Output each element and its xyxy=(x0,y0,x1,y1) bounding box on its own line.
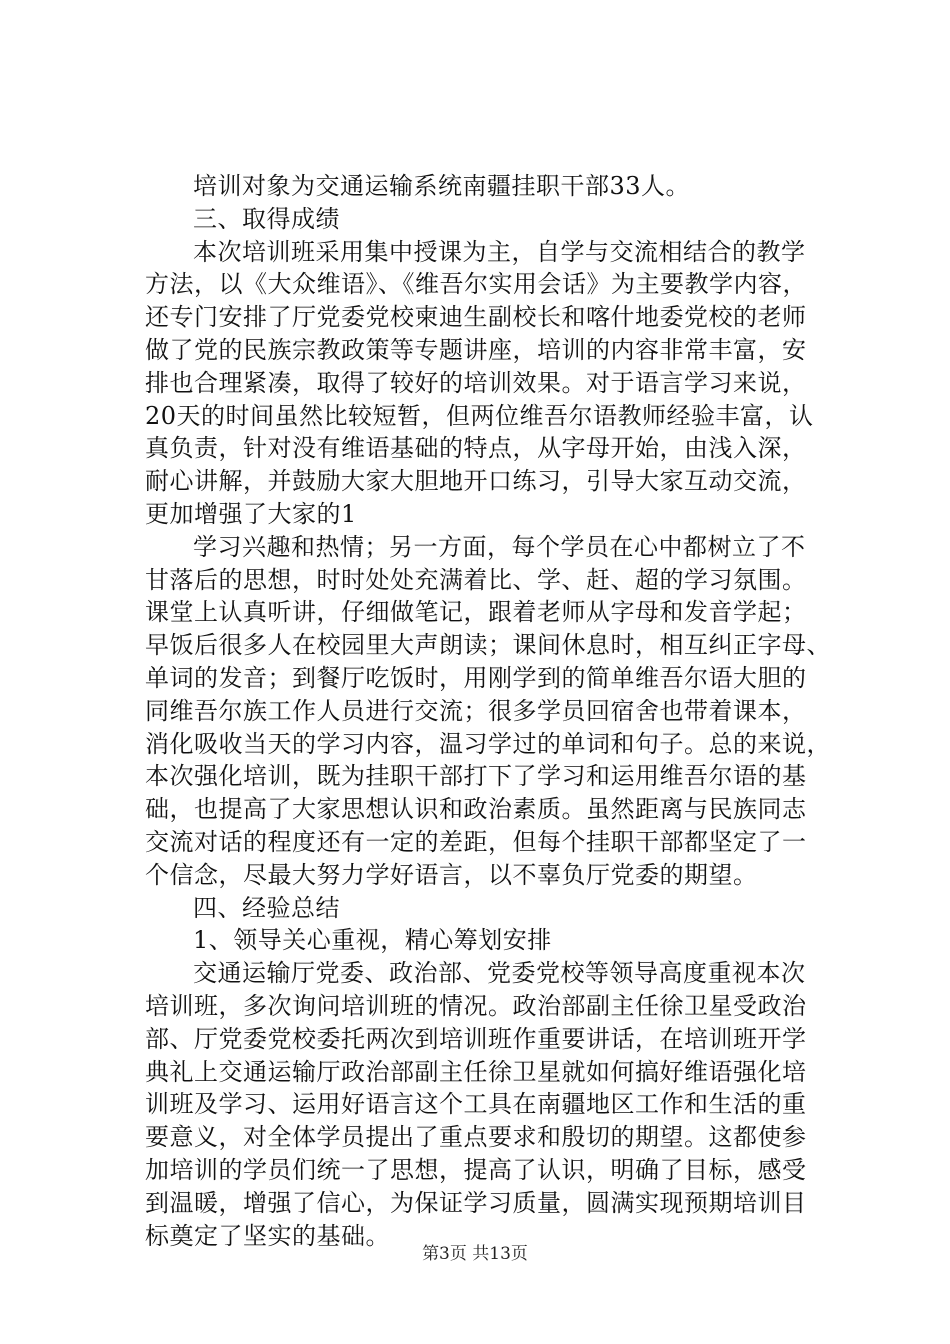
page-footer: 第3页 共13页 xyxy=(422,1244,528,1264)
text-line: 同维吾尔族工作人员进行交流；很多学员回宿舍也带着课本， xyxy=(145,696,807,725)
text-line: 早饭后很多人在校园里大声朗读；课间休息时，相互纠正字母、 xyxy=(145,631,831,660)
text-line: 标奠定了坚实的基础。 xyxy=(145,1221,390,1250)
text-line: 还专门安排了厅党委党校柬迪生副校长和喀什地委党校的老师 xyxy=(145,303,807,332)
text-line: 单词的发音；到餐厅吃饭时，用刚学到的简单维吾尔语大胆的 xyxy=(145,663,807,692)
text-line: 更加增强了大家的1 xyxy=(145,499,357,528)
document-body xyxy=(145,170,835,1252)
text-line: 培训班，多次询问培训班的情况。政治部副主任徐卫星受政治 xyxy=(145,991,807,1020)
text-line: 培训对象为交通运输系统南疆挂职干部33人。 xyxy=(193,172,691,200)
text-line: 课堂上认真听讲，仔细做笔记，跟着老师从字母和发音学起； xyxy=(145,598,807,627)
text-line: 部、厅党委党校委托两次到培训班作重要讲话，在培训班开学 xyxy=(145,1024,807,1053)
text-line: 排也合理紧凑，取得了较好的培训效果。对于语言学习来说， xyxy=(145,368,807,397)
text-line: 甘落后的思想，时时处处充满着比、学、赶、超的学习氛围。 xyxy=(145,565,807,594)
text-line: 本次培训班采用集中授课为主，自学与交流相结合的教学 xyxy=(193,237,806,266)
text-line: 到温暖，增强了信心，为保证学习质量，圆满实现预期培训目 xyxy=(145,1188,807,1217)
text-line: 耐心讲解，并鼓励大家大胆地开口练习，引导大家互动交流， xyxy=(145,467,807,496)
text-line: 加培训的学员们统一了思想，提高了认识，明确了目标，感受 xyxy=(145,1155,807,1184)
text-line: 做了党的民族宗教政策等专题讲座，培训的内容非常丰富，安 xyxy=(145,335,807,364)
text-line: 训班及学习、运用好语言这个工具在南疆地区工作和生活的重 xyxy=(145,1090,807,1119)
text-line: 典礼上交通运输厅政治部副主任徐卫星就如何搞好维语强化培 xyxy=(145,1057,807,1086)
text-line: 三、取得成绩 xyxy=(193,204,340,233)
text-line: 四、经验总结 xyxy=(193,893,340,922)
text-line: 真负责，针对没有维语基础的特点，从字母开始，由浅入深， xyxy=(145,434,807,463)
text-line: 交通运输厅党委、政治部、党委党校等领导高度重视本次 xyxy=(193,959,806,988)
text-line: 方法，以《大众维语》、《维吾尔实用会话》为主要教学内容， xyxy=(145,270,807,299)
text-line: 交流对话的程度还有一定的差距，但每个挂职干部都坚定了一 xyxy=(145,827,807,856)
text-line: 20天的时间虽然比较短暂，但两位维吾尔语教师经验丰富，认 xyxy=(145,401,814,430)
text-line: 要意义，对全体学员提出了重点要求和殷切的期望。这都使参 xyxy=(145,1123,807,1152)
text-line: 1、领导关心重视，精心筹划安排 xyxy=(193,926,552,955)
text-line: 本次强化培训，既为挂职干部打下了学习和运用维吾尔语的基 xyxy=(145,762,807,791)
text-line: 学习兴趣和热情；另一方面，每个学员在心中都树立了不 xyxy=(193,532,806,561)
text-line: 础，也提高了大家思想认识和政治素质。虽然距离与民族同志 xyxy=(145,795,807,824)
text-line: 消化吸收当天的学习内容，温习学过的单词和句子。总的来说， xyxy=(145,729,831,758)
text-line: 个信念，尽最大努力学好语言，以不辜负厅党委的期望。 xyxy=(145,860,758,889)
